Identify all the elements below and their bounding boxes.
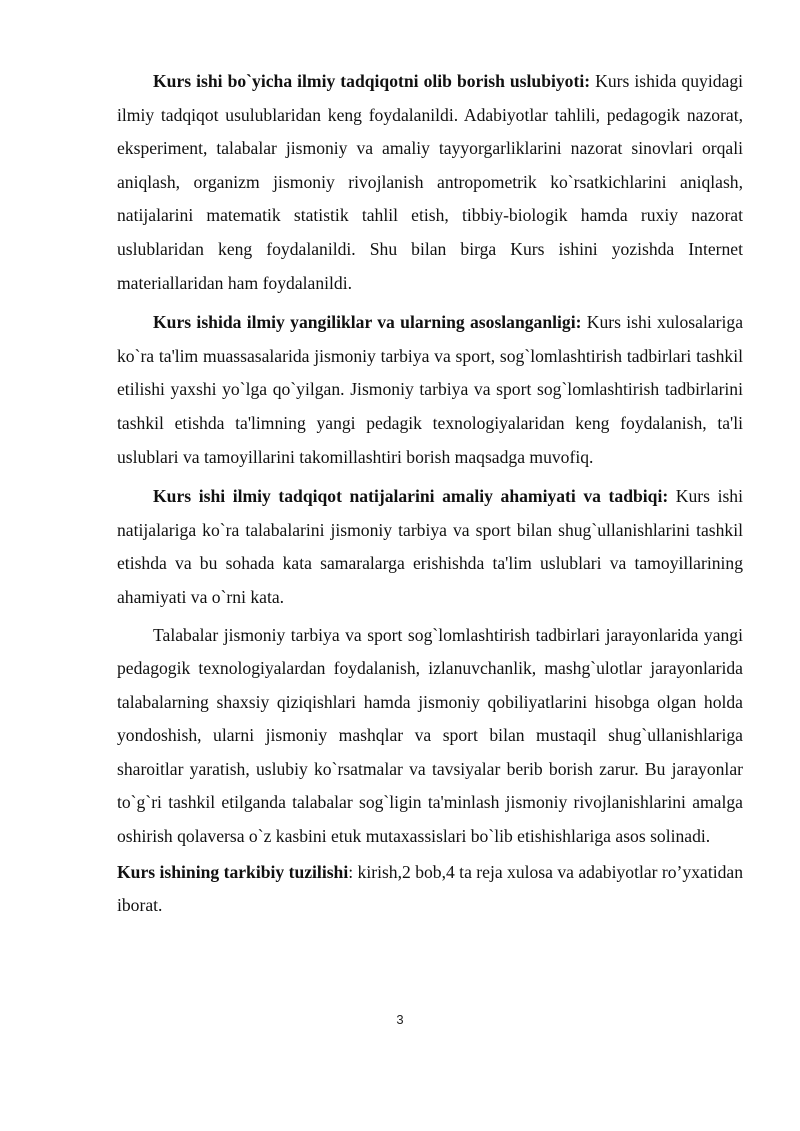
paragraph-structure [117,856,743,923]
heading-methodology: Kurs ishi bo`yicha ilmiy tadqiqotni olib borish uslubiyoti: [153,71,591,91]
heading-structure: Kurs ishining tarkibiy tuzilishi [117,861,349,882]
heading-scientific-novelty: Kurs ishida ilmiy yangiliklar va ularning asoslanganligi: [153,312,582,333]
paragraph-students-activities [117,619,743,854]
paragraph-scientific-novelty [117,306,743,474]
text-methodology: Kurs ishida quyidagi ilmiy tadqiqot usulublaridan keng foydalanildi. Adabiyotlar tahlili, pedagogik nazorat, eksperiment, talabalar jismoniy va amaliy tayyorgarliklarini nazorat sinovlari orqali aniqlash, organizm jismoniy rivojlanish antropometrik ko`rsatkichlarini aniqlash, natijalarini matematik statistik tahlil etish, tibbiy-biologik hamda ruxiy nazorat uslublaridan keng foydalanildi. Shu bilan birga Kurs ishini yozishda Internet materiallaridan ham foydalanildi. [117,71,744,293]
text-practical-significance: Kurs ishi natijalariga ko`ra talabalarini jismoniy tarbiya va sport bilan shug`ullanishlarini tashkil etishda va bu sohada kata samaralarga erishishda ta'lim uslublari va tamoyillarining ahamiyati va o`rni kata. [117,486,743,607]
paragraph-practical-significance [117,480,743,614]
document-page [117,65,743,923]
text-students-activities: Talabalar jismoniy tarbiya va sport sog`lomlashtirish tadbirlari jarayonlarida yangi pedagogik texnologiyalardan foydalanish, izlanuvchanlik, mashg`ulotlar jarayonlarida talabalarning shaxsiy qiziqishlari hamda jismoniy qobiliyatlarini hisobga olgan holda yondoshish, ularni jismoniy mashqlar va sport bilan mustaqil shug`ullanishlariga sharoitlar yaratish, uslubiy ko`rsatmalar va tavsiyalar berib borish zarur. Bu jarayonlar to`g`ri tashkil etilganda talabalar sog`ligin ta'minlash jismoniy rivojlanishlarini amalga oshirish qolaversa o`z kasbini etuk mutaxassislari bo`lib etishishlariga asos solinadi. [117,624,743,847]
text-structure: : kirish,2 bob,4 ta reja xulosa va adabiyotlar ro’yxatidan iborat. [117,861,744,916]
heading-practical-significance: Kurs ishi ilmiy tadqiqot natijalarini amaliy ahamiyati va tadbiqi: [153,486,669,507]
text-scientific-novelty: Kurs ishi xulosalariga ko`ra ta'lim muassasalarida jismoniy tarbiya va sport, sog`lomlashtirish tadbirlari tashkil etilishi yaxshi yo`lga qo`yilgan. Jismoniy tarbiya va sport sog`lomlashtirish tadbirlarini tashkil etishda ta'limning yangi pedagik texnologiyalaridan keng foydalanish, ta'li uslublari va tamoyillarini takomillashtiri borish maqsadga muvofiq. [117,312,744,467]
paragraph-methodology [117,65,743,300]
page-number: 3 [396,1012,404,1027]
